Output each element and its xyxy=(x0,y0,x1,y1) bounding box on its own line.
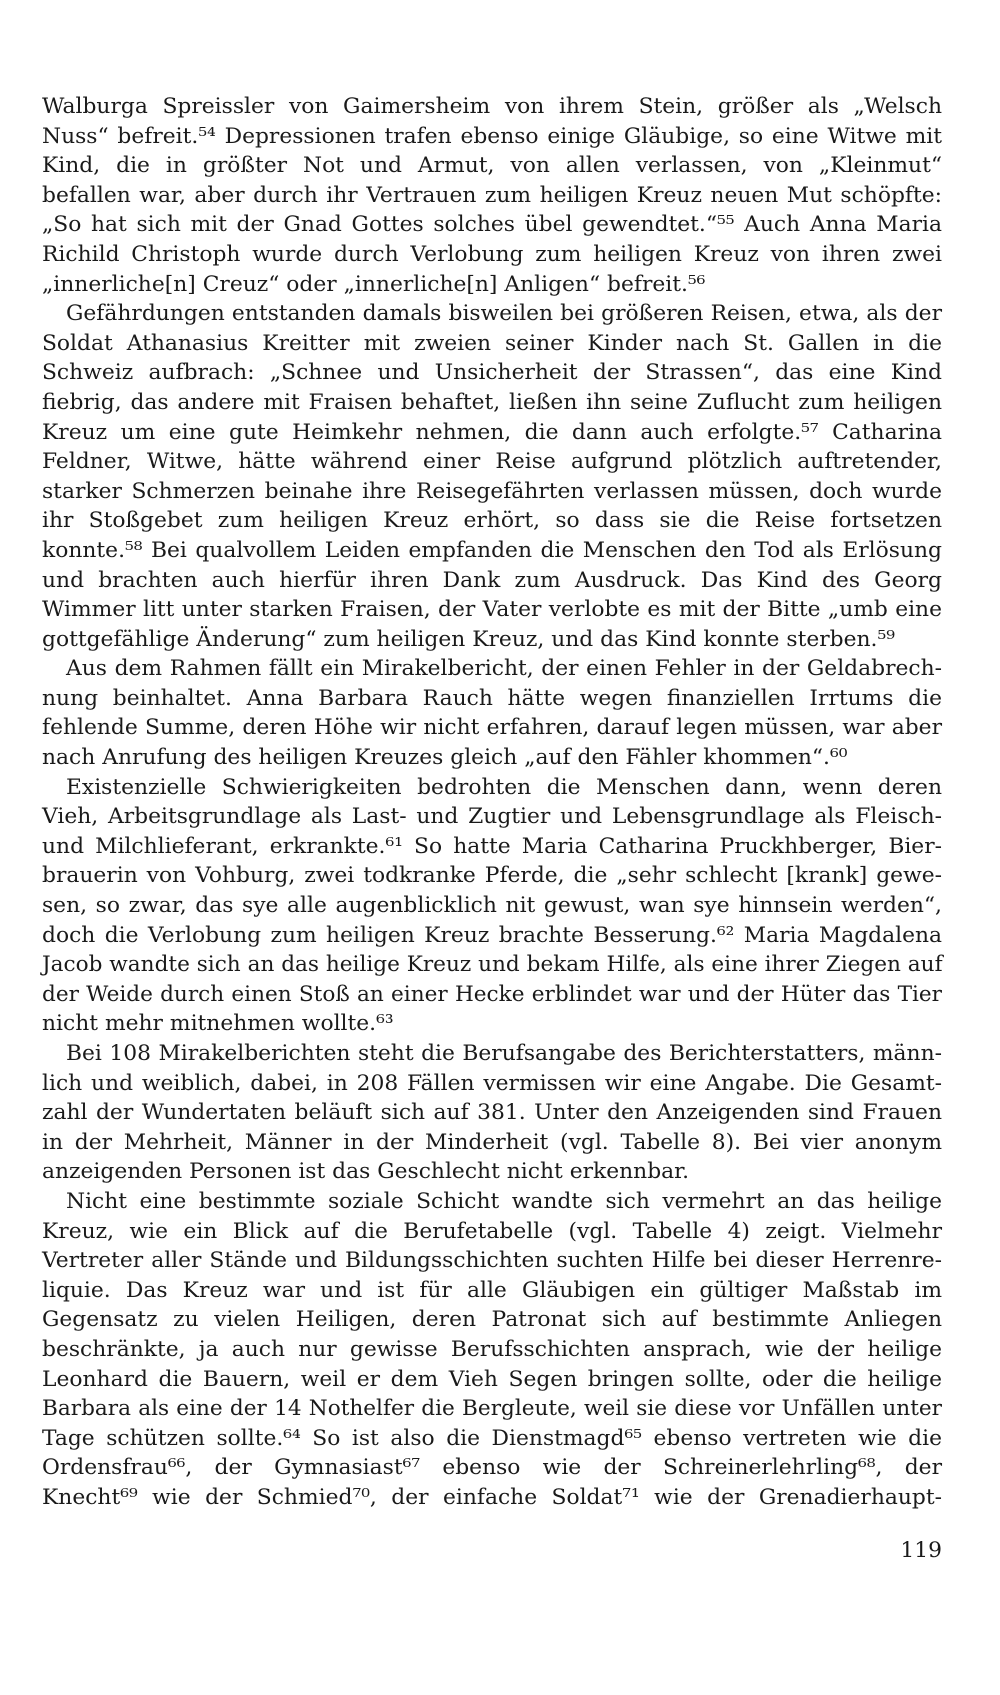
text-line: und brachten auch hierfür ihren Dank zum Ausdruck. Das Kind des Georg xyxy=(42,567,942,593)
text-line: Barbara als eine der 14 Nothelfer die Bergleute, weil sie diese vor Unfällen unter xyxy=(42,1396,942,1422)
text-line: fiebrig, das andere mit Fraisen behaftet, ließen ihn seine Zuflucht zum heiligen xyxy=(42,389,942,415)
text-line: Ordensfrau⁶⁶, der Gymnasiast⁶⁷ ebenso wie der Schreinerlehrling⁶⁸, der xyxy=(42,1455,942,1481)
text-line: liquie. Das Kreuz war und ist für alle Gläubigen ein gültiger Maßstab im xyxy=(42,1277,942,1303)
text-line: nung beinhaltet. Anna Barbara Rauch hätte wegen finanziellen Irrtums die xyxy=(42,685,942,711)
text-line: der Weide durch einen Stoß an einer Hecke erblindet war und der Hüter das Tier xyxy=(42,981,942,1007)
text-line: Wimmer litt unter starken Fraisen, der Vater verlobte es mit der Bitte „umb eine xyxy=(42,597,942,623)
text-line: und Milchlieferant, erkrankte.⁶¹ So hatte Maria Catharina Pruckhberger, Bier- xyxy=(42,833,942,859)
text-line: lich und weiblich, dabei, in 208 Fällen vermissen wir eine Angabe. Die Gesamt- xyxy=(42,1070,942,1096)
text-line: Schweiz aufbrach: „Schnee und Unsicherheit der Strassen“, das eine Kind xyxy=(42,360,942,386)
text-line: konnte.⁵⁸ Bei qualvollem Leiden empfanden die Menschen den Tod als Erlösung xyxy=(42,537,942,563)
text-line: Walburga Spreissler von Gaimersheim von ihrem Stein, größer als „Welsch xyxy=(42,94,942,119)
text-line: anzeigenden Personen ist das Geschlecht nicht erkennbar. xyxy=(42,1159,690,1185)
text-line: Vieh, Arbeitsgrundlage als Last- und Zugtier und Lebensgrundlage als Fleisch- xyxy=(42,804,942,830)
text-line: Existenzielle Schwierigkeiten bedrohten die Menschen dann, wenn deren xyxy=(66,774,942,800)
text-line: befallen war, aber durch ihr Vertrauen zum heiligen Kreuz neuen Mut schöpfte: xyxy=(42,182,942,208)
body-text xyxy=(42,92,942,1513)
text-line: ihr Stoßgebet zum heiligen Kreuz erhört, so dass sie die Reise fortsetzen xyxy=(42,508,942,534)
text-line: Vertreter aller Stände und Bildungsschichten suchten Hilfe bei dieser Herrenre- xyxy=(42,1248,942,1274)
text-line: Aus dem Rahmen fällt ein Mirakelbericht, der einen Fehler in der Geldabrech- xyxy=(66,656,942,682)
text-line: Gegensatz zu vielen Heiligen, deren Patronat sich auf bestimmte Anliegen xyxy=(42,1307,942,1333)
text-line: Soldat Athanasius Kreitter mit zweien seiner Kinder nach St. Gallen in die xyxy=(42,330,942,356)
text-line: in der Mehrheit, Männer in der Minderheit (vgl. Tabelle 8). Bei vier anonym xyxy=(42,1129,942,1155)
text-line: Jacob wandte sich an das heilige Kreuz und bekam Hilfe, als eine ihrer Ziegen auf xyxy=(42,952,943,978)
text-line: Richild Christoph wurde durch Verlobung zum heiligen Kreuz von ihren zwei xyxy=(42,241,942,267)
text-line: brauerin von Vohburg, zwei todkranke Pferde, die „sehr schlecht [krank] gewe- xyxy=(42,863,942,889)
text-line: Gefährdungen entstanden damals bisweilen bei größeren Reisen, etwa, als der xyxy=(66,301,942,327)
text-line: zahl der Wundertaten beläuft sich auf 381. Unter den Anzeigenden sind Frauen xyxy=(42,1100,942,1126)
text-line: gottgefählige Änderung“ zum heiligen Kreuz, und das Kind konnte sterben.⁵⁹ xyxy=(42,626,895,652)
text-line: Kreuz um eine gute Heimkehr nehmen, die dann auch erfolgte.⁵⁷ Catharina xyxy=(42,419,942,445)
text-line: Kreuz, wie ein Blick auf die Berufetabelle (vgl. Tabelle 4) zeigt. Vielmehr xyxy=(42,1218,942,1244)
text-line: nicht mehr mitnehmen wollte.⁶³ xyxy=(42,1011,394,1037)
text-line: Kind, die in größter Not und Armut, von allen verlassen, von „Kleinmut“ xyxy=(42,153,942,179)
text-line: fehlende Summe, deren Höhe wir nicht erfahren, darauf legen müssen, war aber xyxy=(42,715,942,741)
text-line: Nicht eine bestimmte soziale Schicht wandte sich vermehrt an das heilige xyxy=(66,1188,942,1214)
text-line: Bei 108 Mirakelberichten steht die Berufsangabe des Berichterstatters, männ- xyxy=(66,1041,942,1066)
text-line: Knecht⁶⁹ wie der Schmied⁷⁰, der einfache Soldat⁷¹ wie der Grenadierhaupt- xyxy=(42,1484,942,1510)
text-line: „So hat sich mit der Gnad Gottes solches übel gewendtet.“⁵⁵ Auch Anna Maria xyxy=(42,212,942,238)
text-line: doch die Verlobung zum heiligen Kreuz brachte Besserung.⁶² Maria Magdalena xyxy=(42,922,942,948)
text-line: Leonhard die Bauern, weil er dem Vieh Segen bringen sollte, oder die heilige xyxy=(42,1366,942,1392)
text-line: Tage schützen sollte.⁶⁴ So ist also die Dienstmagd⁶⁵ ebenso vertreten wie die xyxy=(42,1425,942,1451)
text-line: sen, so zwar, das sye alle augenblicklich nit gewust, wan sye hinnsein werden“, xyxy=(42,893,942,919)
text-line: starker Schmerzen beinahe ihre Reisegefährten verlassen müssen, doch wurde xyxy=(42,478,942,504)
text-line: Nuss“ befreit.⁵⁴ Depressionen trafen ebenso einige Gläubige, so eine Witwe mit xyxy=(42,123,942,149)
text-line: nach Anrufung des heiligen Kreuzes gleich „auf den Fähler khommen“.⁶⁰ xyxy=(42,745,848,771)
text-line: „innerliche[n] Creuz“ oder „innerliche[n] Anligen“ befreit.⁵⁶ xyxy=(42,271,706,297)
page-number: 119 xyxy=(900,1538,942,1563)
text-line: beschränkte, ja auch nur gewisse Berufsschichten ansprach, wie der heilige xyxy=(42,1336,942,1362)
text-line: Feldner, Witwe, hätte während einer Reise aufgrund plötzlich auftretender, xyxy=(42,449,942,475)
